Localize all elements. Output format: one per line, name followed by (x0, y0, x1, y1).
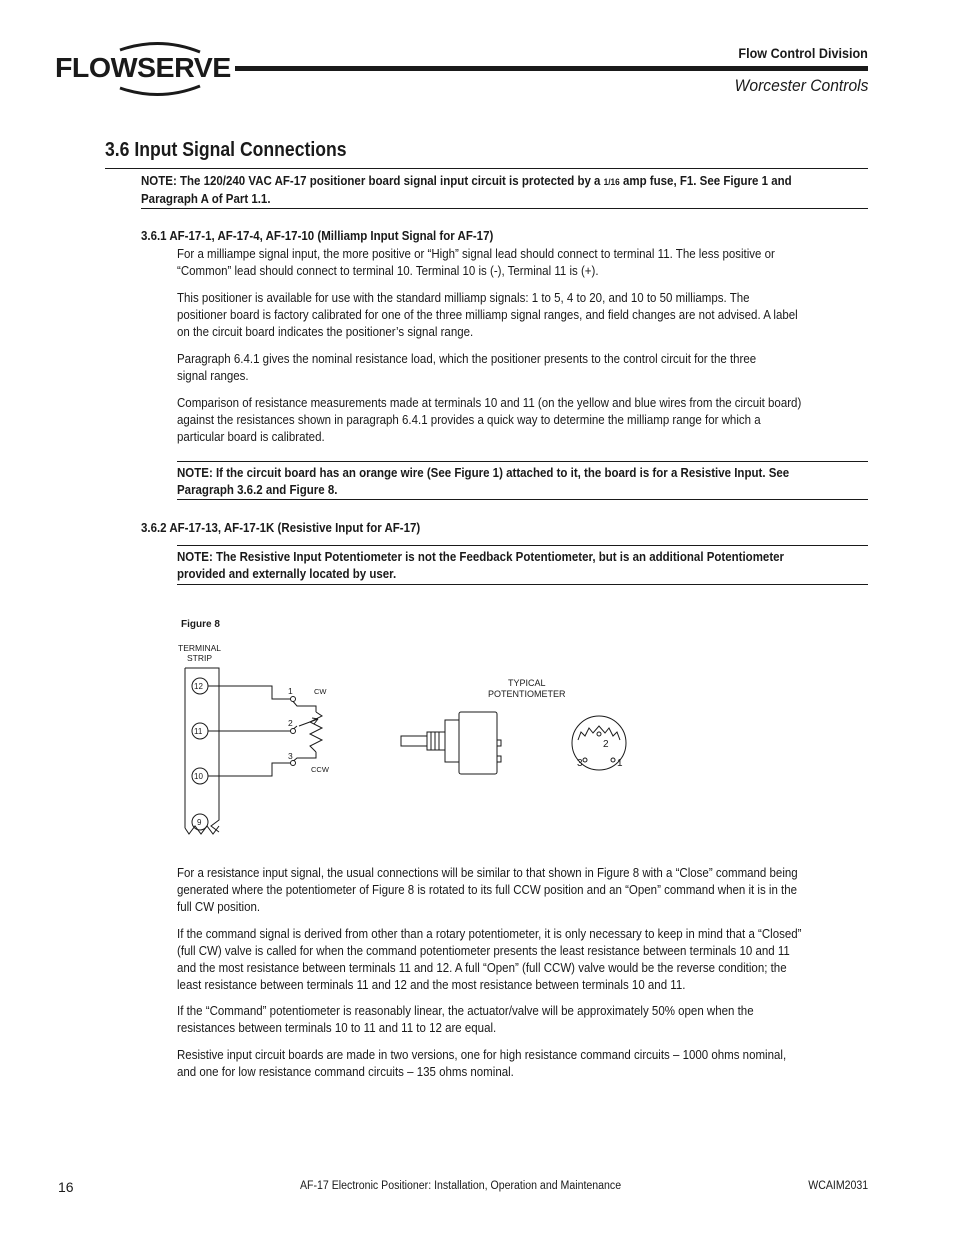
text-line: against the resistances shown in paragraph 6.4.1 provides a quick way to determine the milliamp range for which a (177, 413, 761, 427)
paragraph (177, 395, 872, 446)
text-line: Paragraph 6.4.1 gives the nominal resistance load, which the positioner presents to the control circuit for the three (177, 352, 757, 366)
subsection-heading-361: 3.6.1 AF-17-1, AF-17-4, AF-17-10 (Milliamp Input Signal for AF-17) (141, 229, 494, 243)
brand-subtitle: Worcester Controls (734, 76, 868, 95)
divider (105, 168, 868, 169)
pot-shaft (401, 736, 427, 746)
ccw-label: CCW (311, 765, 329, 774)
fuse-fraction: 1/16 (603, 177, 620, 187)
text-line: resistances between terminals 10 to 11 and 11 to 12 are equal. (177, 1021, 497, 1035)
document-code: WCAIM2031 (808, 1180, 868, 1192)
text-line: positioner board is factory calibrated for one of the three milliamp signal ranges, and field changes are not advised. A label (177, 308, 798, 322)
text-line: NOTE: The Resistive Input Potentiometer is not the Feedback Potentiometer, but is an additional Potentiometer (177, 550, 785, 564)
text-line: generated where the potentiometer of Figure 8 is rotated to its full CCW position and an “Open” command when it is in the (177, 883, 798, 897)
text-line: and one for low resistance command circuits – 135 ohms nominal. (177, 1065, 514, 1079)
text-line: “Common” lead should connect to terminal 10. Terminal 10 is (-), Terminal 11 is (+). (177, 264, 599, 278)
potentiometer-label: TYPICAL (508, 678, 546, 688)
wire-10-ccw (208, 752, 316, 776)
page-number: 16 (58, 1179, 74, 1195)
text-line: least resistance between terminals 11 and 12 and the most resistance between terminals 10 and 11. (177, 978, 686, 992)
note-fuse-line2: Paragraph A of Part 1.1. (141, 192, 271, 206)
divider (177, 461, 868, 462)
division-name: Flow Control Division (738, 45, 868, 61)
face-pin-number: 3 (577, 758, 583, 769)
face-pin-number: 1 (617, 758, 623, 769)
figure-label: Figure 8 (181, 619, 220, 630)
text-line: particular board is calibrated. (177, 430, 325, 444)
divider (177, 584, 868, 585)
text-line: signal ranges. (177, 369, 249, 383)
note-fuse-text-a: NOTE: The 120/240 VAC AF-17 positioner board signal input circuit is protected by a (141, 174, 604, 188)
text-line: For a resistance input signal, the usual connections will be similar to that shown in Figure 8 with a “Close” command being (177, 866, 798, 880)
logo-swoosh-icon (60, 38, 220, 100)
terminal-number: 12 (194, 682, 203, 691)
paragraph (177, 351, 872, 385)
divider (141, 208, 868, 209)
pot-bushing (427, 732, 445, 750)
potentiometer-label: POTENTIOMETER (488, 689, 566, 699)
terminal-number: 10 (194, 772, 203, 781)
brand-name: FLOWSERVE (55, 52, 231, 83)
text-line: provided and externally located by user. (177, 567, 397, 581)
note-fuse-text-b: amp fuse, F1. See Figure 1 and (619, 174, 792, 188)
text-line: For a milliampe signal input, the more positive or “High” signal lead should connect to terminal 11. The less positive or (177, 247, 775, 261)
pin-number: 3 (288, 751, 293, 761)
terminal-number: 11 (194, 727, 203, 736)
paragraph (177, 1047, 872, 1081)
text-line: full CW position. (177, 900, 261, 914)
paragraph (177, 926, 872, 994)
divider (177, 499, 868, 500)
subsection-heading-362: 3.6.2 AF-17-13, AF-17-1K (Resistive Input for AF-17) (141, 521, 421, 535)
pot-body (459, 712, 497, 774)
note-fuse (141, 173, 792, 208)
note-orange-wire (177, 465, 789, 499)
footer-title: AF-17 Electronic Positioner: Installation, Operation and Maintenance (300, 1180, 622, 1192)
section-title: 3.6 Input Signal Connections (105, 139, 347, 161)
cw-label: CW (314, 687, 327, 696)
face-pin-number: 2 (603, 739, 609, 750)
text-line: If the “Command” potentiometer is reasonably linear, the actuator/valve will be approximately 50% open when the (177, 1004, 754, 1018)
text-line: and the most resistance between terminals 11 and 12. A full “Open” (full CCW) valve would be the reverse condition; the (177, 961, 787, 975)
text-line: (full CW) valve is called for when the command potentiometer presents the least resistance between terminals 10 and 11 (177, 944, 790, 958)
text-line: Resistive input circuit boards are made in two versions, one for high resistance command circuits – 1000 ohms nominal, (177, 1048, 787, 1062)
text-line: Paragraph 3.6.2 and Figure 8. (177, 483, 338, 497)
paragraph (177, 290, 872, 341)
text-line: NOTE: If the circuit board has an orange wire (See Figure 1) attached to it, the board is for a Resistive Input. See (177, 466, 790, 480)
paragraph (177, 246, 872, 280)
pot-nut (445, 720, 459, 762)
wire-11-wiper (208, 726, 297, 731)
paragraph (177, 1003, 872, 1037)
wire-12-cw (208, 686, 316, 712)
terminal-number: 9 (197, 818, 202, 827)
divider (177, 545, 868, 546)
terminal-strip-outline (185, 668, 219, 832)
terminal-strip-label: TERMINAL (178, 643, 221, 653)
note-potentiometer (177, 549, 784, 583)
header-rule (235, 66, 868, 71)
text-line: on the circuit board indicates the positioner’s signal range. (177, 325, 474, 339)
pot-front-serration (578, 726, 620, 740)
text-line: If the command signal is derived from other than a rotary potentiometer, it is only necessary to keep in mind that a “Closed” (177, 927, 802, 941)
terminal-strip-label: STRIP (187, 653, 213, 663)
pin-number: 2 (288, 718, 293, 728)
resistor-icon (310, 712, 322, 752)
pin-number: 1 (288, 686, 293, 696)
text-line: Comparison of resistance measurements made at terminals 10 and 11 (on the yellow and blue wires from the circuit board) (177, 396, 802, 410)
figure-8-wiring-diagram (175, 640, 655, 845)
text-line: This positioner is available for use with the standard milliamp signals: 1 to 5, 4 to 20, and 10 to 50 milliamps. The (177, 291, 750, 305)
paragraph (177, 865, 872, 916)
